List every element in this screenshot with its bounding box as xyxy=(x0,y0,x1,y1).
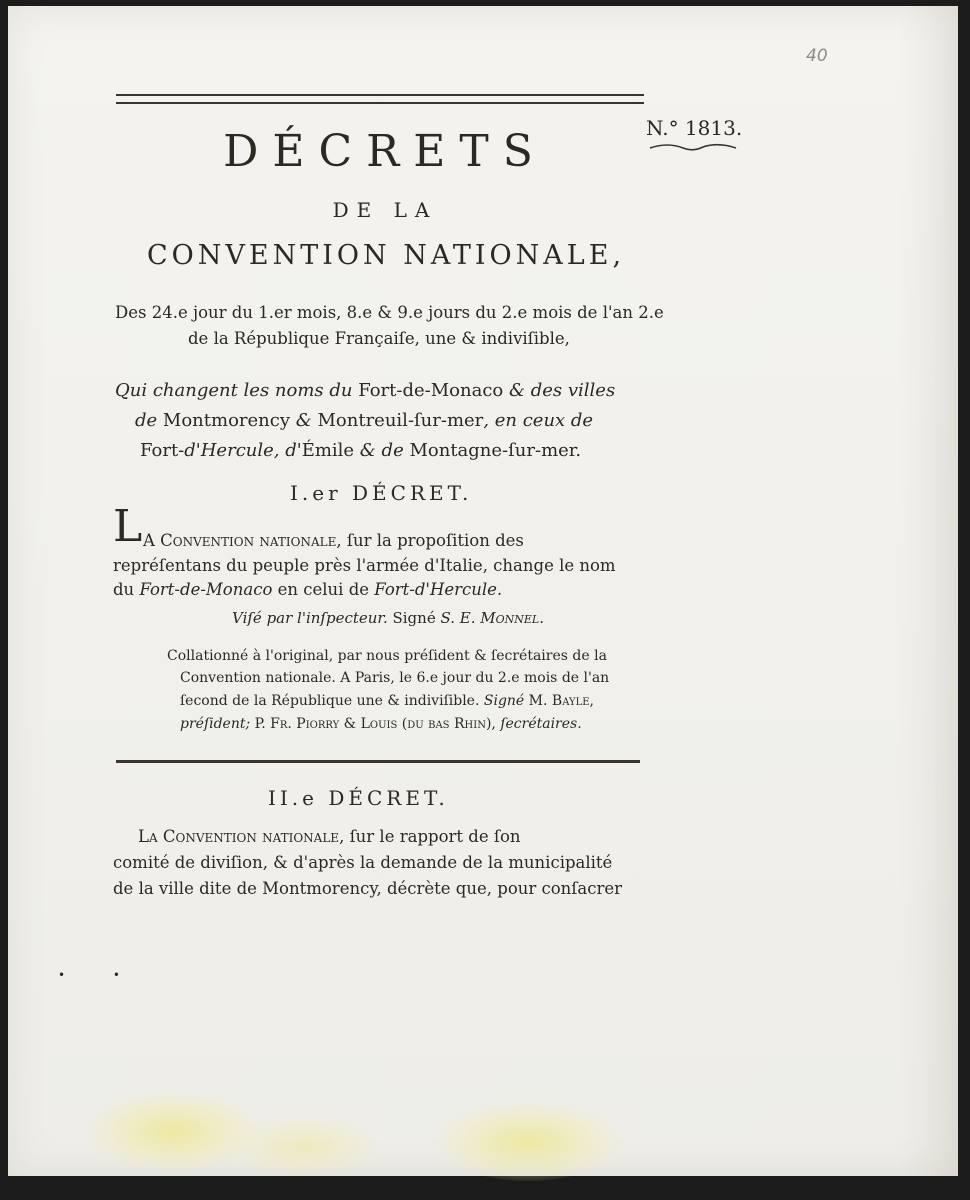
subtitle-text: Qui changent les noms du xyxy=(115,380,359,401)
signature-text: P. Fr. Piorry & Louis (du bas Rhin), xyxy=(250,716,501,732)
decree-2-heading: II.e DÉCRET. xyxy=(268,786,449,810)
title-de-la: DE LA xyxy=(332,198,438,222)
subtitle-text: Montreuil-ſur-mer xyxy=(317,410,484,431)
decree-text: Fort-d'Hercule. xyxy=(374,580,503,599)
decree-2-line-3: de la ville dite de Montmorency, décrète que, pour conſacrer xyxy=(113,879,623,898)
title-decrets: DÉCRETS xyxy=(223,126,547,177)
drop-cap: L xyxy=(113,501,143,552)
date-line-1: Des 24.e jour du 1.er mois, 8.e & 9.e jours du 2.e mois de l'an 2.e xyxy=(115,303,664,322)
title-convention: CONVENTION NATIONALE, xyxy=(146,240,626,271)
date-line-2: de la République Françaiſe, une & indiviſible, xyxy=(188,329,570,348)
subtitle-text: , en ceux de xyxy=(483,410,594,431)
stain xyxy=(88,1091,258,1171)
decree-text: La Convention nationale xyxy=(138,827,340,846)
decree-text: A Convention nationale xyxy=(143,531,337,550)
subtitle-text: Émile xyxy=(301,440,355,461)
collation-line-2: Convention nationale. A Paris, le 6.e jour du 2.e mois de l'an xyxy=(180,670,610,686)
subtitle-line-3 xyxy=(140,440,581,461)
collation-line-3 xyxy=(180,693,594,709)
signature-text: ſecrétaires. xyxy=(500,716,582,732)
subtitle-line-1 xyxy=(115,380,615,401)
decree-text: Fort-de-Monaco xyxy=(139,580,273,599)
vise-line xyxy=(232,609,544,627)
subtitle-text: Montagne-ſur-mer. xyxy=(409,440,582,461)
decree-1-heading: I.er DÉCRET. xyxy=(290,481,473,505)
subtitle-text: de xyxy=(135,410,163,431)
decree-text: , ſur le rapport de ſon xyxy=(339,827,521,846)
subtitle-text: & des villes xyxy=(503,380,616,401)
signature-text: préſident; xyxy=(180,716,251,732)
stain xyxy=(228,1116,378,1176)
collation-line-1: Collationné à l'original, par nous préſident & ſecrétaires de la xyxy=(167,648,607,664)
collation-text: ſecond de la République une & indiviſible. xyxy=(180,693,480,709)
subtitle-line-2 xyxy=(135,410,593,431)
pencil-note: 40 xyxy=(806,46,828,66)
vise-text: Viſé par l'inſpecteur. xyxy=(232,609,388,627)
collation-text: M. Bayle, xyxy=(524,693,595,709)
subtitle-text: & xyxy=(290,410,318,431)
subtitle-text: & de xyxy=(354,440,410,461)
margin-dots: • • xyxy=(58,968,142,982)
decree-text: , ſur la propoſition des xyxy=(336,531,524,550)
subtitle-text: , d' xyxy=(273,440,302,461)
decree-text: en celui de xyxy=(272,580,375,599)
section-rule xyxy=(116,760,640,763)
subtitle-text: d'Hercule xyxy=(184,440,274,461)
subtitle-text: Fort- xyxy=(140,440,185,461)
header-rule xyxy=(116,94,644,104)
stain xyxy=(438,1101,618,1181)
document-number: N.° 1813. xyxy=(646,116,743,140)
subtitle-text: Fort-de-Monaco xyxy=(358,380,504,401)
decree-2-line-1 xyxy=(138,827,521,846)
decree-1-line-3 xyxy=(113,580,502,599)
decree-1-line-1 xyxy=(143,531,524,550)
collation-text: Signé xyxy=(483,693,525,709)
decree-text: du xyxy=(113,580,140,599)
vise-text: Signé xyxy=(387,609,441,627)
subtitle-text: Montmorency xyxy=(162,410,291,431)
collation-line-4 xyxy=(180,716,582,732)
decree-2-line-2: comité de diviſion, & d'après la demande de la municipalité xyxy=(113,853,613,872)
decree-1-line-2: repréſentans du peuple près l'armée d'Italie, change le nom xyxy=(113,556,616,575)
vise-text: S. E. Monnel. xyxy=(440,609,544,627)
